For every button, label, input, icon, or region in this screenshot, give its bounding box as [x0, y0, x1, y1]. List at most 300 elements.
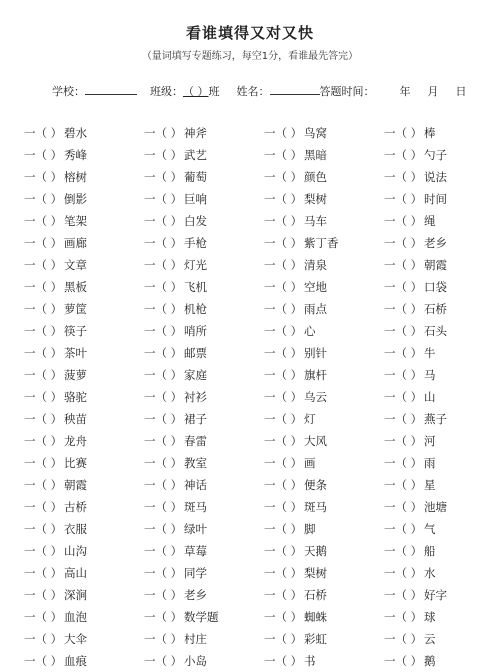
- measure-word-blank[interactable]: 一（ ）: [264, 610, 303, 624]
- exercise-item[interactable]: [24, 628, 144, 650]
- measure-word-blank[interactable]: 一（ ）: [144, 566, 183, 580]
- page-title: 看谁填得又对又快: [185, 24, 314, 42]
- measure-word-blank[interactable]: 一（ ）: [24, 654, 63, 668]
- measure-word-blank[interactable]: 一（ ）: [144, 324, 183, 338]
- exercise-item[interactable]: [264, 364, 384, 386]
- noun-word: 衬衫: [184, 390, 207, 404]
- exercise-item[interactable]: [24, 210, 144, 232]
- exercise-item[interactable]: [264, 430, 384, 452]
- measure-word-blank[interactable]: 一（ ）: [144, 610, 183, 624]
- exercise-item[interactable]: [264, 540, 384, 562]
- noun-word: 河: [424, 434, 436, 448]
- exercise-item[interactable]: [144, 276, 264, 298]
- exercise-item[interactable]: [264, 144, 384, 166]
- measure-word-blank[interactable]: 一（ ）: [264, 236, 303, 250]
- exercise-item[interactable]: [384, 320, 494, 342]
- noun-word: 画廊: [64, 236, 87, 250]
- measure-word-blank[interactable]: 一（ ）: [24, 214, 63, 228]
- exercise-item[interactable]: [24, 320, 144, 342]
- noun-word: 旗杆: [304, 368, 327, 382]
- measure-word-blank[interactable]: 一（ ）: [24, 500, 63, 514]
- exercise-item[interactable]: [144, 606, 264, 628]
- exercise-item[interactable]: [144, 166, 264, 188]
- noun-word: 神话: [184, 478, 207, 492]
- measure-word-blank[interactable]: 一（ ）: [24, 478, 63, 492]
- exercise-item[interactable]: [144, 628, 264, 650]
- measure-word-blank[interactable]: 一（ ）: [264, 412, 303, 426]
- exercise-item[interactable]: [384, 518, 494, 540]
- exercise-item[interactable]: [24, 298, 144, 320]
- exercise-item[interactable]: [264, 584, 384, 606]
- noun-word: 倒影: [64, 192, 87, 206]
- noun-word: 茶叶: [64, 346, 87, 360]
- exercise-item[interactable]: [384, 188, 494, 210]
- measure-word-blank[interactable]: 一（ ）: [384, 390, 423, 404]
- exercise-item[interactable]: [264, 122, 384, 144]
- noun-word: 球: [424, 610, 436, 624]
- exercise-item[interactable]: [144, 386, 264, 408]
- measure-word-blank[interactable]: 一（ ）: [384, 588, 423, 602]
- exercise-item[interactable]: [384, 232, 494, 254]
- time-label: 答题时间：: [319, 85, 375, 98]
- class-label: 班级：: [150, 85, 183, 98]
- exercise-item[interactable]: [384, 386, 494, 408]
- exercise-item[interactable]: [264, 188, 384, 210]
- noun-word: 牛: [424, 346, 436, 360]
- noun-word: 黑板: [64, 280, 87, 294]
- name-label: 姓名：: [236, 85, 270, 98]
- measure-word-blank[interactable]: 一（ ）: [144, 368, 183, 382]
- measure-word-blank[interactable]: 一（ ）: [264, 588, 303, 602]
- exercise-item[interactable]: [24, 606, 144, 628]
- measure-word-blank[interactable]: 一（ ）: [144, 412, 183, 426]
- measure-word-blank[interactable]: 一（ ）: [144, 346, 183, 360]
- exercise-item[interactable]: [24, 166, 144, 188]
- measure-word-blank[interactable]: 一（ ）: [24, 368, 63, 382]
- noun-word: 骆驼: [64, 390, 87, 404]
- exercise-item[interactable]: [144, 298, 264, 320]
- year-label: 年: [399, 85, 411, 98]
- noun-word: 船: [424, 544, 436, 558]
- noun-word: 山: [424, 390, 436, 404]
- measure-word-blank[interactable]: 一（ ）: [384, 456, 423, 470]
- noun-word: 绳: [424, 214, 436, 228]
- measure-word-blank[interactable]: 一（ ）: [264, 654, 303, 668]
- measure-word-blank[interactable]: 一（ ）: [144, 522, 183, 536]
- noun-word: 文章: [64, 258, 87, 272]
- measure-word-blank[interactable]: 一（ ）: [144, 500, 183, 514]
- noun-word: 血泡: [64, 610, 87, 624]
- noun-word: 春雷: [184, 434, 207, 448]
- noun-word: 比赛: [64, 456, 87, 470]
- noun-word: 绿叶: [184, 522, 207, 536]
- measure-word-blank[interactable]: 一（ ）: [384, 236, 423, 250]
- measure-word-blank[interactable]: 一（ ）: [24, 610, 63, 624]
- noun-word: 老乡: [424, 236, 447, 250]
- exercise-item[interactable]: [144, 342, 264, 364]
- measure-word-blank[interactable]: 一（ ）: [24, 522, 63, 536]
- measure-word-blank[interactable]: 一（ ）: [384, 632, 423, 646]
- noun-word: 彩虹: [304, 632, 327, 646]
- school-label: 学校：: [52, 85, 85, 98]
- exercise-item[interactable]: [24, 540, 144, 562]
- measure-word-blank[interactable]: 一（ ）: [24, 148, 63, 162]
- noun-word: 乌云: [304, 390, 327, 404]
- noun-word: 教室: [184, 456, 207, 470]
- measure-word-blank[interactable]: 一（ ）: [264, 544, 303, 558]
- measure-word-blank[interactable]: 一（ ）: [24, 456, 63, 470]
- exercise-item[interactable]: [144, 364, 264, 386]
- measure-word-blank[interactable]: 一（ ）: [144, 478, 183, 492]
- exercise-item[interactable]: [144, 518, 264, 540]
- measure-word-blank[interactable]: 一（ ）: [24, 192, 63, 206]
- exercise-item[interactable]: [24, 650, 144, 672]
- measure-word-blank[interactable]: 一（ ）: [384, 500, 423, 514]
- exercise-item[interactable]: [384, 474, 494, 496]
- exercise-item[interactable]: [264, 210, 384, 232]
- measure-word-blank[interactable]: 一（ ）: [24, 390, 63, 404]
- exercise-item[interactable]: [384, 144, 494, 166]
- noun-word: 血痕: [64, 654, 87, 668]
- measure-word-blank[interactable]: 一（ ）: [384, 478, 423, 492]
- exercise-item[interactable]: [384, 562, 494, 584]
- noun-word: 筷子: [64, 324, 87, 338]
- noun-word: 颜色: [304, 170, 327, 184]
- exercise-item[interactable]: [24, 408, 144, 430]
- month-label: 月: [427, 85, 439, 98]
- noun-word: 空地: [304, 280, 327, 294]
- exercise-item[interactable]: [384, 408, 494, 430]
- exercise-item[interactable]: [384, 298, 494, 320]
- noun-word: 家庭: [184, 368, 207, 382]
- exercise-item[interactable]: [264, 474, 384, 496]
- noun-word: 雨: [424, 456, 436, 470]
- noun-word: 池塘: [424, 500, 447, 514]
- noun-word: 朝霞: [64, 478, 87, 492]
- noun-word: 手枪: [184, 236, 207, 250]
- student-info-line: [52, 83, 467, 99]
- class-paren[interactable]: （ ）: [183, 85, 209, 98]
- exercise-item[interactable]: [24, 518, 144, 540]
- exercise-item[interactable]: [384, 342, 494, 364]
- measure-word-blank[interactable]: 一（ ）: [264, 566, 303, 580]
- exercise-item[interactable]: [144, 452, 264, 474]
- exercise-item[interactable]: [144, 210, 264, 232]
- noun-word: 心: [304, 324, 316, 338]
- noun-word: 云: [424, 632, 436, 646]
- measure-word-blank[interactable]: 一（ ）: [144, 214, 183, 228]
- measure-word-blank[interactable]: 一（ ）: [264, 148, 303, 162]
- noun-word: 好字: [424, 588, 447, 602]
- class-suffix: 班: [208, 85, 220, 98]
- exercise-item[interactable]: [384, 540, 494, 562]
- exercise-item[interactable]: [384, 606, 494, 628]
- noun-word: 哨所: [184, 324, 207, 338]
- measure-word-blank[interactable]: 一（ ）: [24, 126, 63, 140]
- measure-word-blank[interactable]: 一（ ）: [384, 346, 423, 360]
- noun-word: 古桥: [64, 500, 87, 514]
- exercise-item[interactable]: [264, 320, 384, 342]
- measure-word-blank[interactable]: 一（ ）: [144, 170, 183, 184]
- measure-word-blank[interactable]: 一（ ）: [24, 434, 63, 448]
- noun-word: 斑马: [304, 500, 327, 514]
- measure-word-blank[interactable]: 一（ ）: [24, 280, 63, 294]
- noun-word: 画: [304, 456, 316, 470]
- exercise-item[interactable]: [144, 584, 264, 606]
- exercise-item[interactable]: [24, 496, 144, 518]
- exercise-item[interactable]: [144, 474, 264, 496]
- measure-word-blank[interactable]: 一（ ）: [384, 214, 423, 228]
- noun-word: 飞机: [184, 280, 207, 294]
- noun-word: 石桥: [304, 588, 327, 602]
- noun-word: 高山: [64, 566, 87, 580]
- exercise-item[interactable]: [384, 122, 494, 144]
- noun-word: 别针: [304, 346, 327, 360]
- noun-word: 白发: [184, 214, 207, 228]
- noun-word: 鹅: [424, 654, 436, 668]
- exercise-item[interactable]: [144, 122, 264, 144]
- measure-word-blank[interactable]: 一（ ）: [144, 434, 183, 448]
- noun-word: 星: [424, 478, 436, 492]
- noun-word: 同学: [184, 566, 207, 580]
- measure-word-blank[interactable]: 一（ ）: [264, 192, 303, 206]
- noun-word: 梨树: [304, 192, 327, 206]
- exercise-item[interactable]: [264, 276, 384, 298]
- measure-word-blank[interactable]: 一（ ）: [24, 544, 63, 558]
- noun-word: 武艺: [184, 148, 207, 162]
- measure-word-blank[interactable]: 一（ ）: [24, 566, 63, 580]
- measure-word-blank[interactable]: 一（ ）: [24, 258, 63, 272]
- noun-word: 说法: [424, 170, 447, 184]
- noun-word: 朝霞: [424, 258, 447, 272]
- exercise-item[interactable]: [144, 188, 264, 210]
- measure-word-blank[interactable]: 一（ ）: [264, 280, 303, 294]
- measure-word-blank[interactable]: 一（ ）: [264, 478, 303, 492]
- exercise-item[interactable]: [24, 364, 144, 386]
- noun-word: 灯光: [184, 258, 207, 272]
- measure-word-blank[interactable]: 一（ ）: [144, 632, 183, 646]
- measure-word-blank[interactable]: 一（ ）: [144, 192, 183, 206]
- exercise-item[interactable]: [384, 210, 494, 232]
- noun-word: 天鹅: [304, 544, 327, 558]
- measure-word-blank[interactable]: 一（ ）: [264, 346, 303, 360]
- noun-word: 巨响: [184, 192, 207, 206]
- noun-word: 草莓: [184, 544, 207, 558]
- measure-word-blank[interactable]: 一（ ）: [384, 434, 423, 448]
- noun-word: 马车: [304, 214, 327, 228]
- measure-word-blank[interactable]: 一（ ）: [384, 258, 423, 272]
- exercise-item[interactable]: [264, 166, 384, 188]
- measure-word-blank[interactable]: 一（ ）: [264, 126, 303, 140]
- exercise-item[interactable]: [24, 122, 144, 144]
- measure-word-blank[interactable]: 一（ ）: [384, 654, 423, 668]
- noun-word: 大伞: [64, 632, 87, 646]
- measure-word-blank[interactable]: 一（ ）: [384, 280, 423, 294]
- noun-word: 榕树: [64, 170, 87, 184]
- measure-word-blank[interactable]: 一（ ）: [384, 566, 423, 580]
- measure-word-blank[interactable]: 一（ ）: [24, 236, 63, 250]
- measure-word-blank[interactable]: 一（ ）: [264, 522, 303, 536]
- noun-word: 燕子: [424, 412, 447, 426]
- noun-word: 棒: [424, 126, 436, 140]
- measure-word-blank[interactable]: 一（ ）: [384, 192, 423, 206]
- name-blank[interactable]: [270, 84, 320, 95]
- measure-word-blank[interactable]: 一（ ）: [24, 346, 63, 360]
- measure-word-blank[interactable]: 一（ ）: [264, 434, 303, 448]
- noun-word: 口袋: [424, 280, 447, 294]
- measure-word-blank[interactable]: 一（ ）: [264, 390, 303, 404]
- noun-word: 葡萄: [184, 170, 207, 184]
- exercise-item[interactable]: [144, 408, 264, 430]
- measure-word-blank[interactable]: 一（ ）: [24, 412, 63, 426]
- exercise-item[interactable]: [384, 452, 494, 474]
- measure-word-blank[interactable]: 一（ ）: [264, 456, 303, 470]
- exercise-item[interactable]: [384, 650, 494, 672]
- noun-word: 石头: [424, 324, 447, 338]
- noun-word: 斑马: [184, 500, 207, 514]
- measure-word-blank[interactable]: 一（ ）: [264, 632, 303, 646]
- exercise-item[interactable]: [384, 496, 494, 518]
- exercise-item[interactable]: [384, 276, 494, 298]
- exercise-item[interactable]: [24, 188, 144, 210]
- measure-word-blank[interactable]: 一（ ）: [144, 280, 183, 294]
- measure-word-blank[interactable]: 一（ ）: [384, 544, 423, 558]
- noun-word: 秀峰: [64, 148, 87, 162]
- exercise-item[interactable]: [24, 144, 144, 166]
- noun-word: 邮票: [184, 346, 207, 360]
- measure-word-blank[interactable]: 一（ ）: [144, 544, 183, 558]
- measure-word-blank[interactable]: 一（ ）: [144, 654, 183, 668]
- measure-word-blank[interactable]: 一（ ）: [384, 170, 423, 184]
- exercise-item[interactable]: [384, 166, 494, 188]
- measure-word-blank[interactable]: 一（ ）: [384, 148, 423, 162]
- measure-word-blank[interactable]: 一（ ）: [144, 258, 183, 272]
- noun-word: 数学题: [184, 610, 219, 624]
- measure-word-blank[interactable]: 一（ ）: [384, 302, 423, 316]
- noun-word: 梨树: [304, 566, 327, 580]
- measure-word-blank[interactable]: 一（ ）: [264, 214, 303, 228]
- exercise-item[interactable]: [24, 232, 144, 254]
- noun-word: 菠萝: [64, 368, 87, 382]
- exercise-item[interactable]: [24, 452, 144, 474]
- measure-word-blank[interactable]: 一（ ）: [24, 632, 63, 646]
- noun-word: 衣服: [64, 522, 87, 536]
- exercise-item[interactable]: [264, 606, 384, 628]
- measure-word-blank[interactable]: 一（ ）: [24, 324, 63, 338]
- exercise-item[interactable]: [264, 254, 384, 276]
- measure-word-blank[interactable]: 一（ ）: [384, 324, 423, 338]
- measure-word-blank[interactable]: 一（ ）: [144, 236, 183, 250]
- noun-word: 鸟窝: [304, 126, 327, 140]
- measure-word-blank[interactable]: 一（ ）: [264, 170, 303, 184]
- measure-word-blank[interactable]: 一（ ）: [24, 302, 63, 316]
- noun-word: 村庄: [184, 632, 207, 646]
- exercise-item[interactable]: [144, 650, 264, 672]
- noun-word: 脚: [304, 522, 316, 536]
- exercise-item[interactable]: [24, 430, 144, 452]
- exercise-item[interactable]: [264, 650, 384, 672]
- exercise-item[interactable]: [24, 342, 144, 364]
- exercise-item[interactable]: [24, 562, 144, 584]
- school-blank[interactable]: [85, 84, 137, 95]
- exercise-item[interactable]: [384, 430, 494, 452]
- measure-word-blank[interactable]: 一（ ）: [264, 302, 303, 316]
- measure-word-blank[interactable]: 一（ ）: [24, 588, 63, 602]
- noun-word: 大风: [304, 434, 327, 448]
- measure-word-blank[interactable]: 一（ ）: [144, 456, 183, 470]
- exercise-item[interactable]: [384, 584, 494, 606]
- noun-word: 笔架: [64, 214, 87, 228]
- noun-word: 老乡: [184, 588, 207, 602]
- exercise-item[interactable]: [24, 254, 144, 276]
- measure-word-blank[interactable]: 一（ ）: [144, 126, 183, 140]
- exercise-item[interactable]: [264, 452, 384, 474]
- exercise-item[interactable]: [264, 232, 384, 254]
- exercise-item[interactable]: [384, 364, 494, 386]
- exercise-item[interactable]: [264, 386, 384, 408]
- noun-word: 龙舟: [64, 434, 87, 448]
- exercise-item[interactable]: [144, 540, 264, 562]
- exercise-item[interactable]: [384, 254, 494, 276]
- exercise-item[interactable]: [24, 386, 144, 408]
- exercise-item[interactable]: [264, 342, 384, 364]
- measure-word-blank[interactable]: 一（ ）: [384, 126, 423, 140]
- measure-word-blank[interactable]: 一（ ）: [264, 258, 303, 272]
- measure-word-blank[interactable]: 一（ ）: [264, 500, 303, 514]
- noun-word: 时间: [424, 192, 447, 206]
- exercise-item[interactable]: [144, 232, 264, 254]
- measure-word-blank[interactable]: 一（ ）: [384, 368, 423, 382]
- noun-word: 裙子: [184, 412, 207, 426]
- exercise-item[interactable]: [24, 584, 144, 606]
- exercise-item[interactable]: [264, 298, 384, 320]
- exercise-item[interactable]: [264, 518, 384, 540]
- measure-word-blank[interactable]: 一（ ）: [384, 412, 423, 426]
- measure-word-blank[interactable]: 一（ ）: [24, 170, 63, 184]
- noun-word: 萝筐: [64, 302, 87, 316]
- exercise-item[interactable]: [24, 474, 144, 496]
- exercise-item[interactable]: [144, 254, 264, 276]
- noun-word: 气: [424, 522, 436, 536]
- measure-word-blank[interactable]: 一（ ）: [144, 588, 183, 602]
- measure-word-blank[interactable]: 一（ ）: [384, 522, 423, 536]
- noun-word: 小岛: [184, 654, 207, 668]
- measure-word-blank[interactable]: 一（ ）: [264, 324, 303, 338]
- measure-word-blank[interactable]: 一（ ）: [144, 148, 183, 162]
- exercise-item[interactable]: [144, 320, 264, 342]
- noun-word: 水: [424, 566, 436, 580]
- exercise-item[interactable]: [384, 628, 494, 650]
- exercise-item[interactable]: [264, 628, 384, 650]
- exercise-item[interactable]: [264, 496, 384, 518]
- exercise-item[interactable]: [144, 144, 264, 166]
- exercise-item[interactable]: [144, 430, 264, 452]
- measure-word-blank[interactable]: 一（ ）: [144, 302, 183, 316]
- exercise-item[interactable]: [264, 562, 384, 584]
- noun-word: 机枪: [184, 302, 207, 316]
- measure-word-blank[interactable]: 一（ ）: [264, 368, 303, 382]
- measure-word-blank[interactable]: 一（ ）: [144, 390, 183, 404]
- noun-word: 黑暗: [304, 148, 327, 162]
- exercise-item[interactable]: [264, 408, 384, 430]
- exercise-item[interactable]: [24, 276, 144, 298]
- noun-word: 灯: [304, 412, 316, 426]
- measure-word-blank[interactable]: 一（ ）: [384, 610, 423, 624]
- noun-word: 雨点: [304, 302, 327, 316]
- exercise-item[interactable]: [144, 562, 264, 584]
- exercise-item[interactable]: [144, 496, 264, 518]
- noun-word: 山沟: [64, 544, 87, 558]
